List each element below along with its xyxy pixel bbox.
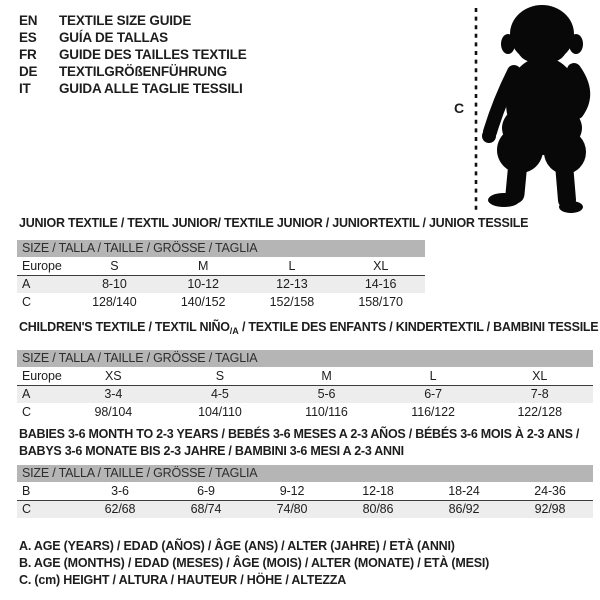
table-row — [17, 403, 593, 421]
height-cell: 98/104 — [94, 405, 133, 419]
row-label: A — [17, 385, 60, 403]
height-figure — [440, 0, 600, 220]
size-cell: L — [248, 257, 337, 275]
children-table-title — [19, 320, 599, 338]
junior-table-title: JUNIOR TEXTILE / TEXTIL JUNIOR/ TEXTILE JUNIOR / JUNIORTEXTIL / JUNIOR TESSILE — [19, 216, 529, 230]
age-cell: 6-9 — [163, 482, 249, 500]
lang-code: EN — [19, 13, 38, 28]
age-cell: 18-24 — [421, 482, 507, 500]
legend-a: A. AGE (YEARS) / EDAD (AÑOS) / ÂGE (ANS) / ALTER (JAHRE) / ETÀ (ANNI) — [19, 539, 455, 553]
height-cell: 80/86 — [335, 500, 421, 518]
lang-label: GUIDA ALLE TAGLIE TESSILI — [59, 81, 243, 96]
size-cell: XS — [60, 367, 167, 385]
height-cell: 116/122 — [411, 405, 455, 419]
table-row — [17, 482, 593, 500]
lang-code: ES — [19, 30, 37, 45]
lang-label: TEXTILE SIZE GUIDE — [59, 13, 192, 28]
title-part: CHILDREN'S TEXTILE / TEXTIL NIÑO — [19, 320, 230, 334]
babies-title-line1: BABIES 3-6 MONTH TO 2-3 YEARS / BEBÉS 3-6 MESES A 2-3 AÑOS / BÉBÉS 3-6 MOIS À 2-3 ANS / — [19, 427, 580, 441]
row-label: C — [22, 405, 31, 419]
children-size-table — [17, 367, 593, 421]
age-cell: 10-12 — [159, 275, 248, 293]
table-row — [17, 275, 425, 293]
height-cell: 152/158 — [269, 295, 315, 309]
lang-row-de — [19, 63, 247, 80]
size-header-bar: SIZE / TALLA / TAILLE / GRÖSSE / TAGLIA — [17, 465, 593, 482]
height-cell: 92/98 — [507, 500, 593, 518]
height-measure-label: C — [454, 100, 465, 116]
age-cell: 5-6 — [273, 385, 380, 403]
size-cell: S — [70, 257, 159, 275]
row-label: C — [22, 295, 31, 309]
row-label: C — [17, 500, 77, 518]
row-label: Europe — [17, 257, 70, 275]
lang-row-en — [19, 12, 247, 29]
table-row — [17, 385, 593, 403]
table-row — [17, 367, 593, 385]
age-cell: 7-8 — [486, 385, 593, 403]
height-cell: 74/80 — [249, 500, 335, 518]
size-header-bar: SIZE / TALLA / TAILLE / GRÖSSE / TAGLIA — [17, 350, 593, 367]
size-cell: XL — [486, 367, 593, 385]
lang-label: GUIDE DES TAILLES TEXTILE — [59, 47, 247, 62]
age-cell: 24-36 — [507, 482, 593, 500]
height-cell: 68/74 — [163, 500, 249, 518]
lang-label: GUÍA DE TALLAS — [59, 30, 168, 45]
babies-textile-section — [17, 426, 593, 518]
language-title-block — [19, 12, 247, 97]
lang-row-it — [19, 80, 247, 97]
age-cell: 4-5 — [167, 385, 274, 403]
age-cell: 12-13 — [248, 275, 337, 293]
babies-table-title — [19, 426, 593, 460]
title-part: / TEXTILE DES ENFANTS / KINDERTEXTIL / BAMBINI TESSILE — [238, 320, 599, 334]
legend-b: B. AGE (MONTHS) / EDAD (MESES) / ÂGE (MOIS) / ALTER (MONATE) / ETÀ (MESI) — [19, 556, 490, 570]
junior-size-table — [17, 257, 425, 311]
table-row — [17, 293, 425, 311]
age-cell: 12-18 — [335, 482, 421, 500]
row-label: B — [17, 482, 77, 500]
size-cell: XL — [336, 257, 425, 275]
lang-code: FR — [19, 47, 37, 62]
size-cell: L — [380, 367, 487, 385]
lang-row-es — [19, 29, 247, 46]
age-cell: 14-16 — [336, 275, 425, 293]
table-row — [17, 500, 593, 518]
height-cell: 158/170 — [358, 295, 403, 309]
size-cell: M — [159, 257, 248, 275]
height-cell: 140/152 — [180, 295, 226, 309]
age-cell: 3-6 — [77, 482, 163, 500]
height-cell: 104/110 — [198, 405, 242, 419]
babies-title-line2: BABYS 3-6 MONATE BIS 2-3 JAHRE / BAMBINI 3-6 MESI A 2-3 ANNI — [19, 444, 404, 458]
row-label: Europe — [17, 367, 60, 385]
legend-block — [19, 538, 489, 589]
babies-size-table — [17, 482, 593, 518]
lang-code: IT — [19, 81, 31, 96]
lang-label: TEXTILGRÖßENFÜHRUNG — [59, 64, 227, 79]
children-textile-section — [17, 320, 599, 421]
row-label: A — [17, 275, 70, 293]
age-cell: 9-12 — [249, 482, 335, 500]
height-cell: 128/140 — [92, 295, 137, 309]
lang-row-fr — [19, 46, 247, 63]
age-cell: 6-7 — [380, 385, 487, 403]
title-subscript: /A — [229, 326, 239, 336]
height-cell: 62/68 — [77, 500, 163, 518]
legend-c: C. (cm) HEIGHT / ALTURA / HAUTEUR / HÖHE / ALTEZZA — [19, 573, 347, 587]
height-cell: 86/92 — [421, 500, 507, 518]
age-cell: 8-10 — [70, 275, 159, 293]
age-cell: 3-4 — [60, 385, 167, 403]
lang-code: DE — [19, 64, 38, 79]
junior-textile-section — [17, 216, 529, 311]
size-header-bar: SIZE / TALLA / TAILLE / GRÖSSE / TAGLIA — [17, 240, 425, 257]
height-cell: 122/128 — [517, 405, 562, 419]
size-cell: M — [273, 367, 380, 385]
table-row — [17, 257, 425, 275]
size-cell: S — [167, 367, 274, 385]
height-cell: 110/116 — [305, 405, 348, 419]
